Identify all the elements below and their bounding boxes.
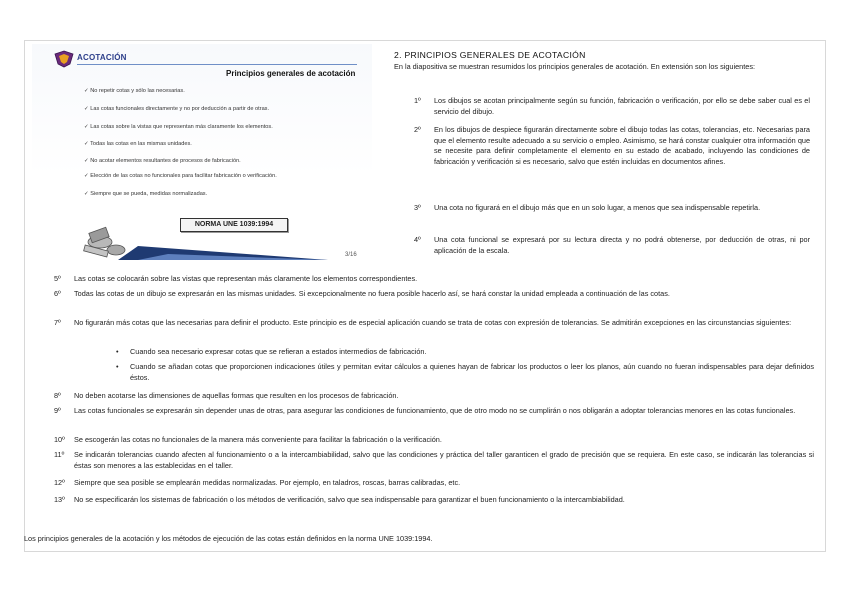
slide-header: ACOTACIÓN <box>77 53 127 62</box>
principle-text: No se especificarán los sistemas de fabricación o los métodos de verificación, salvo que sea indispensable para garantizar el buen funcionamiento o la intercambiabilidad. <box>74 495 625 504</box>
bullet-text: Cuando sea necesario expresar cotas que se refieran a estados intermedios de fabricación. <box>130 347 427 356</box>
slide-page-number: 3/16 <box>345 252 357 258</box>
bullet-text: Cuando se añadan cotas que proporcionen indicaciones útiles y permitan evitar cálculos a quienes hayan de fabricar los productos o leer los planos, aún cuando no fueran indispensables para dejar definidos éstos. <box>130 362 814 382</box>
principle-text: No figurarán más cotas que las necesarias para definir el producto. Este principio es de especial aplicación cuando se trata de cotas con expresión de tolerancias. Se admitirán excepciones en las circunstancias siguientes: <box>74 318 792 327</box>
principle-number: 12º <box>54 478 65 487</box>
principle-text: Todas las cotas de un dibujo se expresarán en las mismas unidades. Si excepcionalmente no fuera posible hacerlo así, se hará constar la unidad empleada a continuación de las cotas. <box>74 289 670 298</box>
bullet-dot-icon: • <box>116 362 119 371</box>
principle-text: Siempre que sea posible se emplearán medidas normalizadas. Por ejemplo, en taladros, roscas, barras calibradas, etc. <box>74 478 461 487</box>
principle-number: 2º <box>414 125 421 134</box>
shield-logo-icon <box>54 50 74 68</box>
principle-item <box>54 478 814 489</box>
principle-number: 11º <box>54 450 65 459</box>
principle-item <box>54 274 814 285</box>
principle-item <box>414 203 810 214</box>
section-title: 2. PRINCIPIOS GENERALES DE ACOTACIÓN <box>394 50 586 60</box>
principle-item <box>54 450 814 471</box>
principle-text: Se indicarán tolerancias cuando afecten al funcionamiento o a la intercambiabilidad, salvo que las condiciones y práctica del taller garanticen el grado de precisión que se requiera. En este caso, se indicarán las tolerancias si éstas son menores a las establecidas en el taller. <box>74 450 814 470</box>
principle-item <box>54 289 814 300</box>
principle-number: 5º <box>54 274 61 283</box>
principle-text: Una cota no figurará en el dibujo más que en un solo lugar, a menos que sea indispensable repetirla. <box>434 203 761 212</box>
principle-text: Una cota funcional se expresará por su lectura directa y no podrá obtenerse, por deducción de otras, ni por aplicación de la escala. <box>434 235 810 255</box>
slide-header-divider <box>77 64 357 65</box>
principle-number: 3º <box>414 203 421 212</box>
principle-item <box>54 435 814 446</box>
principle-item <box>54 391 814 402</box>
principle-item <box>414 235 810 256</box>
section-intro: En la diapositiva se muestran resumidos los principios generales de acotación. En extensión son los siguientes: <box>394 62 755 71</box>
exception-bullet <box>116 347 814 358</box>
principle-number: 4º <box>414 235 421 244</box>
principle-text: Las cotas funcionales se expresarán sin depender unas de otras, para asegurar las condiciones de funcionamiento, que de otro modo no se cumplirán o nos obligarán a adoptar tolerancias menores en las cotas funcionales. <box>74 406 796 415</box>
principle-number: 9º <box>54 406 61 415</box>
principle-text: Los dibujos se acotan principalmente según su función, fabricación o verificación, por ello se debe saber cual es el servicio del dibujo. <box>434 96 810 116</box>
slide-subtitle: Principios generales de acotación <box>226 69 356 78</box>
principle-number: 7º <box>54 318 61 327</box>
principle-text: En los dibujos de despiece figurarán directamente sobre el dibujo todas las cotas, tolerancias, etc. Necesarias para que el elemento resulte adecuado a su servicio o empleo. Asimismo, se hará constar cualquier otra información que se necesite para definir completamente el elemento en su estado de acabado, incluyendo las condiciones de fabricación y verificación si es necesario, salvo que estén incluidas en documentos afines. <box>434 125 810 166</box>
norm-badge: NORMA UNE 1039:1994 <box>180 218 288 232</box>
principle-number: 8º <box>54 391 61 400</box>
principle-text: No deben acotarse las dimensiones de aquellas formas que resulten en los procesos de fabricación. <box>74 391 399 400</box>
principle-number: 10º <box>54 435 65 444</box>
principle-number: 6º <box>54 289 61 298</box>
exception-bullet <box>116 362 814 383</box>
principle-item <box>414 125 810 167</box>
slide-item: ✓ Elección de las cotas no funcionales para facilitar fabricación o verificación. <box>84 173 277 179</box>
principle-text: Las cotas se colocarán sobre las vistas que representan más claramente los elementos correspondientes. <box>74 274 418 283</box>
principle-text: Se escogerán las cotas no funcionales de la manera más conveniente para facilitar la fabricación o la verificación. <box>74 435 442 444</box>
mechanical-parts-icon <box>78 220 338 264</box>
principle-item <box>54 318 814 329</box>
footer-note: Los principios generales de la acotación y los métodos de ejecución de las cotas están definidos en la norma UNE 1039:1994. <box>24 534 433 543</box>
principle-number: 13º <box>54 495 65 504</box>
slide-item: ✓ Todas las cotas en las mismas unidades. <box>84 141 192 147</box>
slide-item: ✓ Las cotas funcionales directamente y no por deducción a partir de otras. <box>84 106 270 112</box>
bullet-dot-icon: • <box>116 347 119 356</box>
principle-number: 1º <box>414 96 421 105</box>
slide-item: ✓ No repetir cotas y sólo las necesarias. <box>84 88 185 94</box>
principle-item <box>414 96 810 117</box>
slide-item: ✓ No acotar elementos resultantes de procesos de fabricación. <box>84 158 241 164</box>
principle-item <box>54 406 814 417</box>
slide-item: ✓ Las cotas sobre la vistas que representan más claramente los elementos. <box>84 124 273 130</box>
slide-item: ✓ Siempre que se pueda, medidas normalizadas. <box>84 191 208 197</box>
principle-item <box>54 495 814 506</box>
